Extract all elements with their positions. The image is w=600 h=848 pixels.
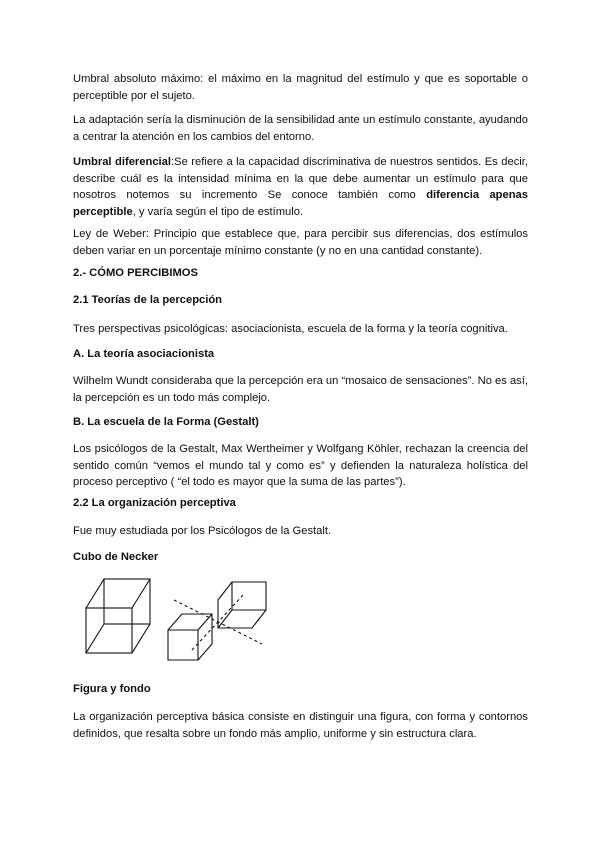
paragraph-gestalt: Los psicólogos de la Gestalt, Max Wertheimer y Wolfgang Köhler, rechazan la creencia del sentido común “vemos el mundo tal y como es” y defienden la naturaleza holística del proceso perceptivo ( “el todo es mayor que la suma de las partes”). [73, 443, 528, 488]
lower-box-front [168, 630, 198, 660]
paragraph-umbral-diferencial [73, 154, 528, 220]
paragraph-adaptacion: La adaptación sería la disminución de la sensibilidad ante un estímulo constante, ayudando a centrar la atención en los cambios del entorno. [73, 114, 528, 143]
heading-figura-fondo: Figura y fondo [73, 683, 151, 695]
heading-cubo-necker: Cubo de Necker [73, 551, 159, 563]
umbral-diferencial-text-end: , y varía según el tipo de estímulo. [132, 205, 304, 218]
umbral-diferencial-text: :Se refiere a la capacidad discriminativa de nuestros sentidos. Es decir, describe cuál es la intensidad mínima en la que debe aumentar un estímulo para que nosotros notemos su incremento Se conoce también como [73, 156, 528, 201]
paragraph-umbral-absoluto: Umbral absoluto máximo: el máximo en la magnitud del estímulo y que es soportable o perceptible por el sujeto. [73, 73, 528, 102]
paragraph-estudiada: Fue muy estudiada por los Psicólogos de la Gestalt. [73, 525, 332, 537]
heading-escuela-gestalt: B. La escuela de la Forma (Gestalt) [73, 416, 259, 428]
necker-cube-illustration [80, 572, 160, 658]
paragraph-ley-weber: Ley de Weber: Principio que establece que, para percibir sus diferencias, dos estímulos deben variar en un porcentaje mínimo constante (y no en una cantidad constante). [73, 228, 528, 257]
necker-back-square [104, 579, 150, 624]
necker-front-square [86, 608, 132, 653]
heading-como-percibimos: 2.- CÓMO PERCIBIMOS [73, 267, 198, 279]
term-diferencia-apenas-perceptible: diferencia apenas perceptible [73, 189, 529, 218]
heading-organizacion-perceptiva: 2.2 La organización perceptiva [73, 497, 236, 509]
paragraph-figura-fondo: La organización perceptiva básica consiste en distinguir una figura, con forma y contornos definidos, que resalta sobre un fondo más amplio, uniforme y sin estructura clara. [73, 711, 528, 740]
heading-teoria-asociacionista: A. La teoría asociacionista [73, 348, 215, 360]
heading-teorias-percepcion: 2.1 Teorías de la percepción [73, 294, 223, 306]
upper-box-front [232, 582, 266, 610]
term-umbral-diferencial: Umbral diferencial [73, 156, 171, 168]
paragraph-wundt: Wilhelm Wundt consideraba que la percepción era un “mosaico de sensaciones”. No es así, la percepción es un todo más complejo. [73, 375, 528, 404]
paragraph-tres-perspectivas: Tres perspectivas psicológicas: asociacionista, escuela de la forma y la teoría cognitiva. [73, 323, 508, 335]
necker-interpretations-illustration [162, 574, 274, 664]
